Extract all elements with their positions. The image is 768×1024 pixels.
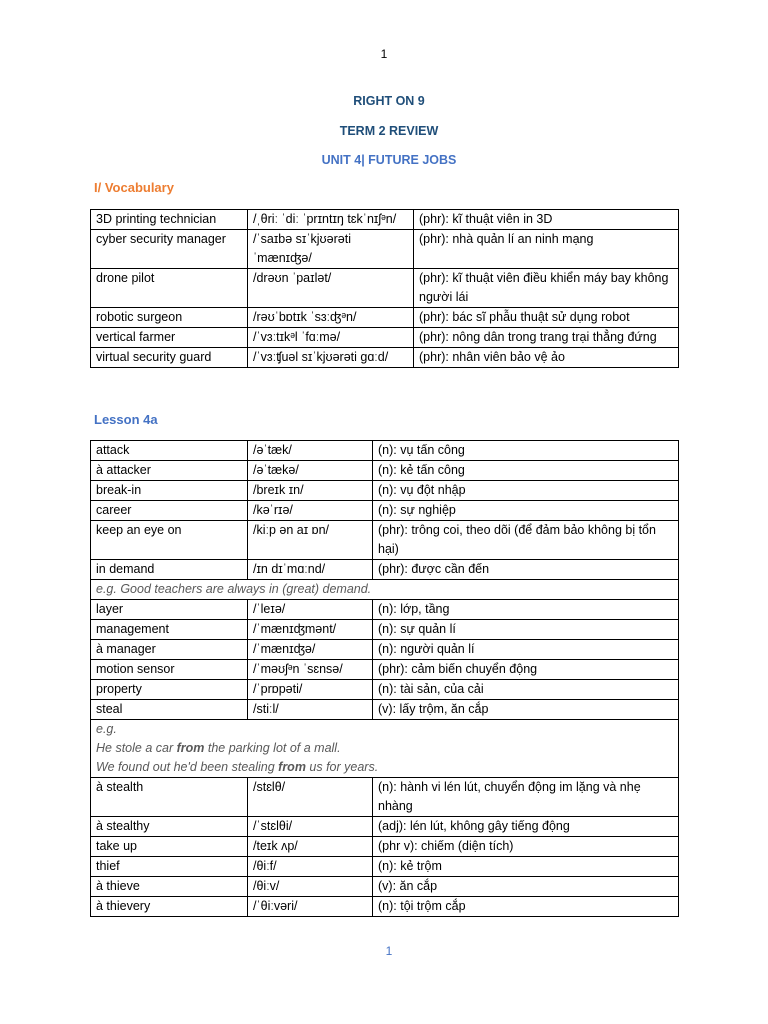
example-note: e.g. Good teachers are always in (great) demand. [91,580,679,600]
term-cell: vertical farmer [91,328,248,348]
table-row [91,600,679,620]
example-label: e.g. [96,722,117,736]
table-row [91,441,679,461]
example-block [91,720,679,778]
vocabulary-table [90,209,679,368]
pronunciation-cell: /θiːf/ [248,857,373,877]
definition-cell: (n): lớp, tầng [373,600,679,620]
definition-cell: (phr): kĩ thuật viên điều khiển máy bay không người lái [414,269,679,308]
title-book: RIGHT ON 9 [353,94,425,108]
term-cell: career [91,501,248,521]
table-row [91,660,679,680]
pronunciation-cell: /ˈvɜːtɪkᵊl ˈfɑːmə/ [248,328,414,348]
table-row [91,778,679,817]
pronunciation-cell: /kəˈrɪə/ [248,501,373,521]
definition-cell: (phr): bác sĩ phẫu thuật sử dụng robot [414,308,679,328]
term-cell: à thievery [91,897,248,917]
pronunciation-cell: /θiːv/ [248,877,373,897]
pronunciation-cell: /ɪn dɪˈmɑːnd/ [248,560,373,580]
table-row [91,700,679,720]
term-cell: thief [91,857,248,877]
definition-cell: (n): sự quản lí [373,620,679,640]
definition-cell: (n): kẻ tấn công [373,461,679,481]
table-row [91,640,679,660]
page-number-top: 1 [380,47,388,61]
table-row [91,348,679,368]
section-heading-lesson-4a: Lesson 4a [94,412,158,427]
pronunciation-cell: /ˈθiːvəri/ [248,897,373,917]
table-row [91,877,679,897]
definition-cell: (n): vụ tấn công [373,441,679,461]
pronunciation-cell: /ˌθriː ˈdiː ˈprɪntɪŋ tɛkˈnɪʃᵊn/ [248,210,414,230]
section-heading-vocabulary: I/ Vocabulary [94,180,174,195]
term-cell: in demand [91,560,248,580]
term-cell: break-in [91,481,248,501]
definition-cell: (n): tội trộm cắp [373,897,679,917]
pronunciation-cell: /ˈməʊʃᵊn ˈsɛnsə/ [248,660,373,680]
table-row [91,269,679,308]
pronunciation-cell: /ˈvɜːʧuəl sɪˈkjʊərəti gɑːd/ [248,348,414,368]
title-review: TERM 2 REVIEW [339,124,439,138]
pronunciation-cell: /teɪk ʌp/ [248,837,373,857]
term-cell: à thieve [91,877,248,897]
table-row [91,521,679,560]
term-cell: motion sensor [91,660,248,680]
term-cell: cyber security manager [91,230,248,269]
table-row [91,580,679,600]
definition-cell: (phr): trông coi, theo dõi (để đảm bảo không bị tổn hại) [373,521,679,560]
term-cell: à stealthy [91,817,248,837]
term-cell: drone pilot [91,269,248,308]
definition-cell: (n): người quản lí [373,640,679,660]
term-cell: robotic surgeon [91,308,248,328]
definition-cell: (phr): nhà quản lí an ninh mạng [414,230,679,269]
term-cell: 3D printing technician [91,210,248,230]
table-row [91,817,679,837]
term-cell: virtual security guard [91,348,248,368]
definition-cell: (phr v): chiếm (diện tích) [373,837,679,857]
page-number-bottom: 1 [385,944,393,958]
pronunciation-cell: /ˈmænɪʤmənt/ [248,620,373,640]
table-row [91,680,679,700]
table-row [91,308,679,328]
definition-cell: (n): tài sản, của cải [373,680,679,700]
definition-cell: (adj): lén lút, không gây tiếng động [373,817,679,837]
definition-cell: (n): vụ đột nhập [373,481,679,501]
pronunciation-cell: /əˈtæk/ [248,441,373,461]
pronunciation-cell: /ˈmænɪʤə/ [248,640,373,660]
definition-cell: (phr): nhân viên bảo vệ ảo [414,348,679,368]
definition-cell: (n): kẻ trộm [373,857,679,877]
definition-cell: (n): hành vi lén lút, chuyển động im lặng và nhẹ nhàng [373,778,679,817]
term-cell: à manager [91,640,248,660]
example-sentence-1: He stole a car from the parking lot of a mall. [96,741,341,755]
term-cell: layer [91,600,248,620]
table-row [91,461,679,481]
definition-cell: (phr): cảm biến chuyển động [373,660,679,680]
title-unit: UNIT 4| FUTURE JOBS [321,153,457,167]
definition-cell: (v): ăn cắp [373,877,679,897]
term-cell: à attacker [91,461,248,481]
term-cell: à stealth [91,778,248,817]
pronunciation-cell: /ˈprɒpəti/ [248,680,373,700]
pronunciation-cell: /drəʊn ˈpaɪlət/ [248,269,414,308]
definition-cell: (phr): nông dân trong trang trại thẳng đứng [414,328,679,348]
term-cell: property [91,680,248,700]
pronunciation-cell: /rəʊˈbɒtɪk ˈsɜːʤᵊn/ [248,308,414,328]
pronunciation-cell: /ˈsaɪbə sɪˈkjʊərəti ˈmænɪʤə/ [248,230,414,269]
table-row [91,481,679,501]
term-cell: steal [91,700,248,720]
table-row [91,210,679,230]
example-sentence-2: We found out he'd been stealing from us for years. [96,760,379,774]
term-cell: attack [91,441,248,461]
pronunciation-cell: /ˈleɪə/ [248,600,373,620]
definition-cell: (phr): được cần đến [373,560,679,580]
table-row [91,620,679,640]
lesson-4a-table [90,440,679,917]
definition-cell: (v): lấy trộm, ăn cắp [373,700,679,720]
table-row [91,837,679,857]
pronunciation-cell: /kiːp ən aɪ ɒn/ [248,521,373,560]
definition-cell: (phr): kĩ thuật viên in 3D [414,210,679,230]
definition-cell: (n): sự nghiệp [373,501,679,521]
table-row [91,857,679,877]
table-row [91,720,679,778]
term-cell: keep an eye on [91,521,248,560]
pronunciation-cell: /stɛlθ/ [248,778,373,817]
term-cell: management [91,620,248,640]
pronunciation-cell: /stiːl/ [248,700,373,720]
pronunciation-cell: /əˈtækə/ [248,461,373,481]
table-row [91,230,679,269]
table-row [91,501,679,521]
table-row [91,897,679,917]
table-row [91,560,679,580]
pronunciation-cell: /breɪk ɪn/ [248,481,373,501]
table-row [91,328,679,348]
pronunciation-cell: /ˈstɛlθi/ [248,817,373,837]
term-cell: take up [91,837,248,857]
